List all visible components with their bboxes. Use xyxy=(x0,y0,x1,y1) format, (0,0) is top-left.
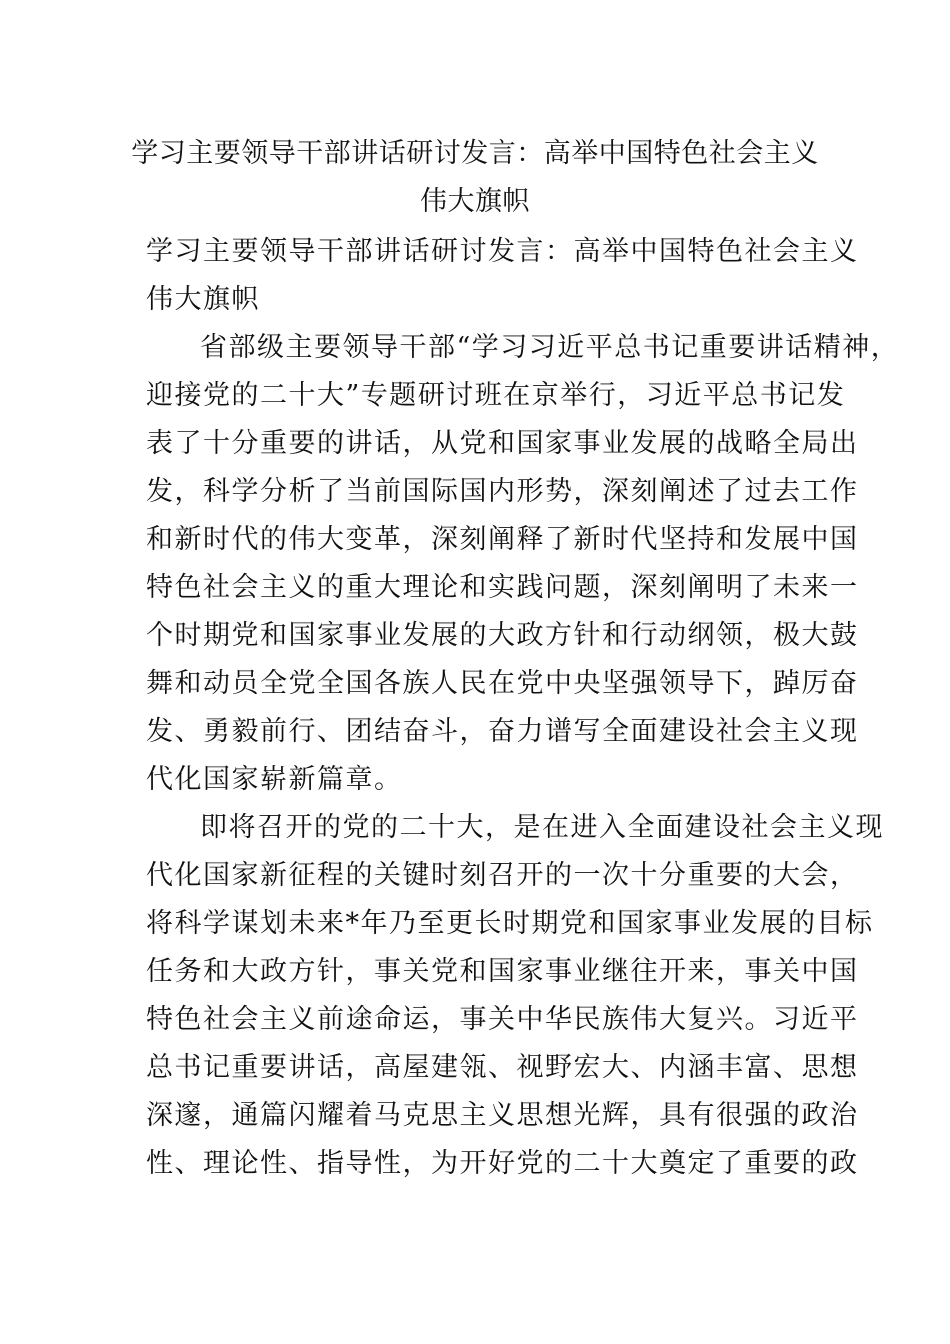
title-line: 学习主要领导干部讲话研讨发言：高举中国特色社会主义 xyxy=(131,138,819,169)
body-line: 深邃，通篇闪耀着马克思主义思想光辉，具有很强的政治 xyxy=(146,1100,859,1131)
body-line: 特色社会主义前途命运，事关中华民族伟大复兴。习近平 xyxy=(146,1004,859,1035)
body-line: 代化国家新征程的关键时刻召开的一次十分重要的大会， xyxy=(146,860,859,891)
body-line: 特色社会主义的重大理论和实践问题，深刻阐明了未来一 xyxy=(146,572,859,603)
body-line: 和新时代的伟大变革，深刻阐释了新时代坚持和发展中国 xyxy=(146,524,859,555)
body-line: 即将召开的党的二十大，是在进入全面建设社会主义现 xyxy=(200,812,884,843)
body-line: 舞和动员全党全国各族人民在党中央坚强领导下，踔厉奋 xyxy=(146,668,859,699)
document-body xyxy=(146,228,900,1188)
body-line: 个时期党和国家事业发展的大政方针和行动纲领，极大鼓 xyxy=(146,620,859,651)
body-line: 任务和大政方针，事关党和国家事业继往开来，事关中国 xyxy=(146,956,859,987)
document-title xyxy=(100,130,850,226)
body-line: 学习主要领导干部讲话研讨发言：高举中国特色社会主义 xyxy=(146,236,859,267)
body-line: 迎接党的二十大”专题研讨班在京举行，习近平总书记发 xyxy=(146,380,846,411)
body-line: 代化国家崭新篇章。 xyxy=(146,764,403,795)
body-line: 表了十分重要的讲话，从党和国家事业发展的战略全局出 xyxy=(146,428,859,459)
title-line: 伟大旗帜 xyxy=(420,186,530,217)
body-line: 发，科学分析了当前国际国内形势，深刻阐述了过去工作 xyxy=(146,476,859,507)
body-line: 伟大旗帜 xyxy=(146,284,260,315)
body-line: 发、勇毅前行、团结奋斗，奋力谱写全面建设社会主义现 xyxy=(146,716,859,747)
body-line: 将科学谋划未来*年乃至更长时期党和国家事业发展的目标 xyxy=(146,908,874,939)
body-line: 性、理论性、指导性，为开好党的二十大奠定了重要的政 xyxy=(146,1148,859,1179)
body-line: 省部级主要领导干部“学习习近平总书记重要讲话精神， xyxy=(200,332,900,363)
body-line: 总书记重要讲话，高屋建瓴、视野宏大、内涵丰富、思想 xyxy=(146,1052,859,1083)
